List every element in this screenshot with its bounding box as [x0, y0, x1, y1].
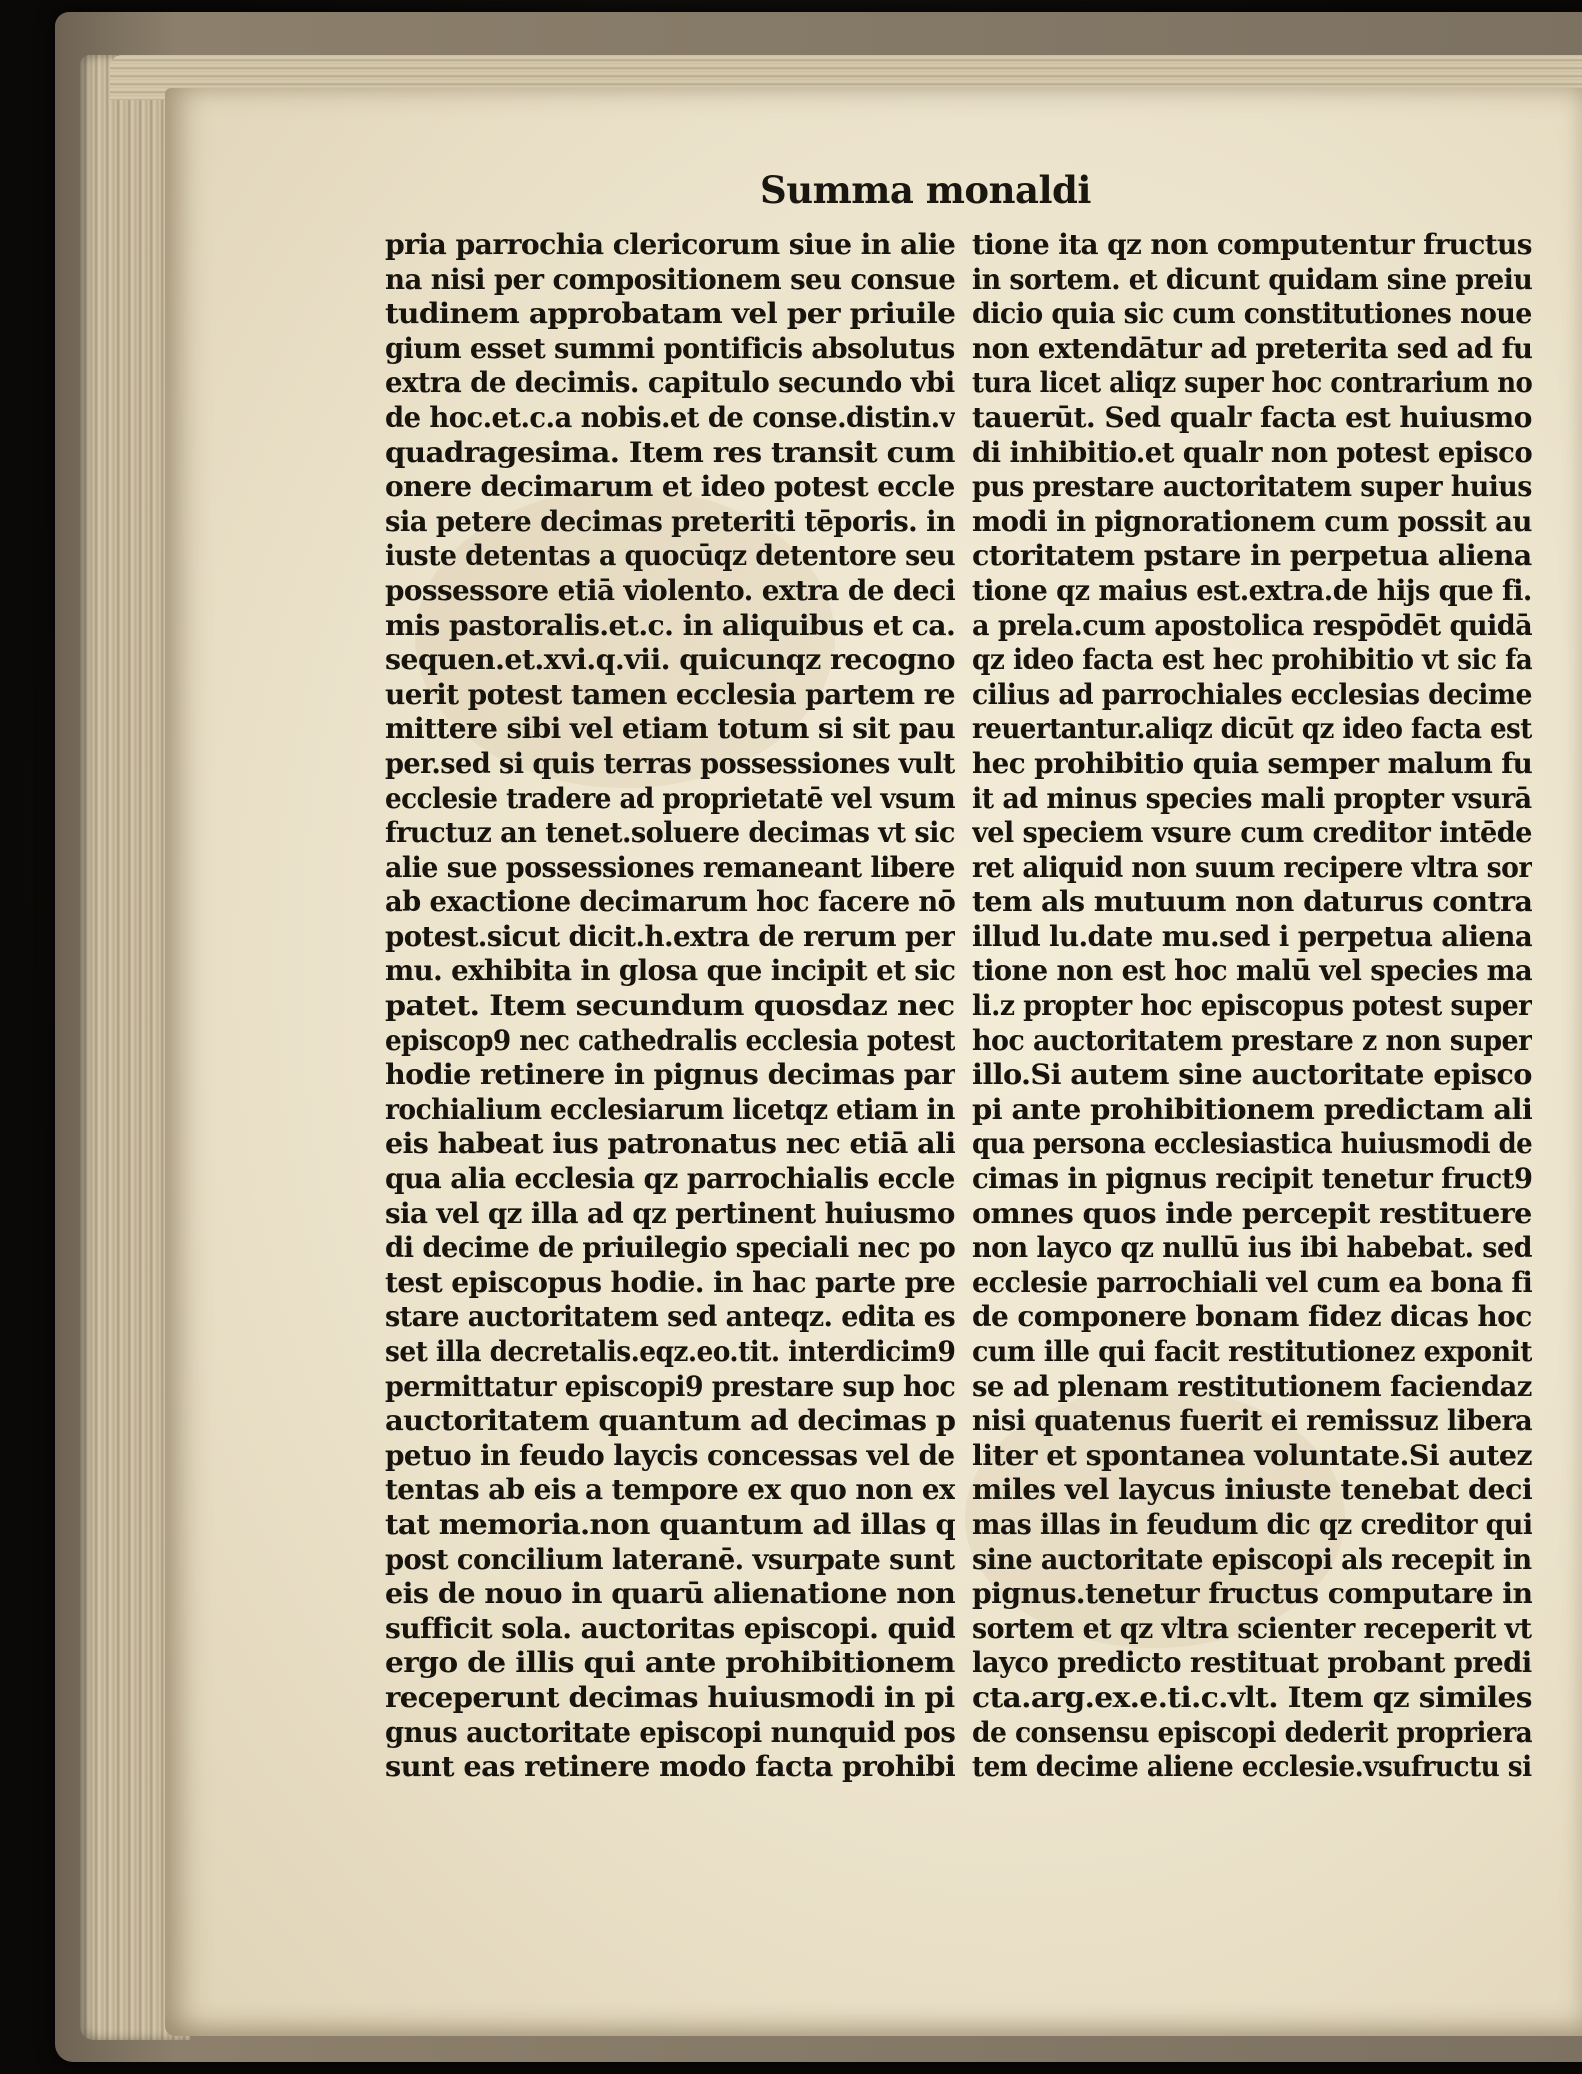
text-line: tudinem approbatam vel per priuile [385, 297, 955, 331]
text-line: mis pastoralis.et.c. in aliquibus et ca. [385, 608, 955, 642]
text-line: vel speciem vsure cum creditor intēde [972, 816, 1532, 850]
text-line: tauerūt. Sed qualr facta est huiusmo [972, 400, 1532, 434]
text-line: tura licet aliqz super hoc contrarium no [972, 366, 1532, 400]
text-line: liter et spontanea voluntate.Si autez [972, 1438, 1532, 1472]
text-line: na nisi per compositionem seu consue [385, 262, 955, 296]
text-line: nisi quatenus fuerit ei remissuz libera [972, 1404, 1532, 1438]
text-line: stare auctoritatem sed anteqz. edita es [385, 1300, 955, 1334]
text-line: tat memoria.non quantum ad illas q [385, 1507, 955, 1541]
text-line: mas illas in feudum dic qz creditor qui [972, 1507, 1532, 1541]
text-line: tione ita qz non computentur fructus [972, 228, 1532, 261]
text-line: sia vel qz illa ad qz pertinent huiusmo [385, 1196, 955, 1230]
text-line: tem decime aliene ecclesie.vsufructu si [972, 1750, 1532, 1784]
text-line: eis de nouo in quarū alienatione non [385, 1577, 955, 1611]
text-line: tione non est hoc malū vel species ma [972, 954, 1532, 988]
text-line: omnes quos inde percepit restituere [972, 1196, 1532, 1230]
text-line: cimas in pignus recipit tenetur fruct9 [972, 1162, 1532, 1196]
text-line: tione qz maius est.extra.de hijs que fi. [972, 573, 1532, 607]
text-line: set illa decretalis.eqz.eo.tit. interdicim9 [385, 1335, 955, 1368]
text-line: de hoc.et.c.a nobis.et de conse.distin.v [385, 400, 955, 434]
text-line: mu. exhibita in glosa que incipit et sic [385, 954, 955, 988]
text-line: tem als mutuum non daturus contra [972, 885, 1532, 919]
text-line: illud lu.date mu.sed i perpetua aliena [972, 919, 1532, 953]
text-line: ret aliquid non suum recipere vltra sor [972, 850, 1532, 884]
text-line: qua persona ecclesiastica huiusmodi de [972, 1127, 1532, 1161]
text-line: auctoritatem quantum ad decimas p [385, 1404, 955, 1438]
text-line: rochialium ecclesiarum licetqz etiam in [385, 1092, 955, 1126]
text-line: pus prestare auctoritatem super huius [972, 470, 1532, 504]
text-line: per.sed si quis terras possessiones vult [385, 746, 955, 780]
text-line: iuste detentas a quocūqz detentore seu [385, 539, 955, 573]
text-line: gium esset summi pontificis absolutus [385, 331, 955, 365]
text-line: tentas ab eis a tempore ex quo non ex [385, 1473, 955, 1507]
running-head: Summa monaldi [760, 168, 1091, 212]
text-line: ab exactione decimarum hoc facere nō [385, 885, 955, 919]
text-line: post concilium lateranē. vsurpate sunt [385, 1542, 955, 1576]
text-line: sia petere decimas preteriti tēporis. in [385, 504, 955, 538]
text-line: mittere sibi vel etiam totum si sit pau [385, 712, 955, 746]
text-line: de componere bonam fidez dicas hoc [972, 1300, 1532, 1334]
text-line: miles vel laycus iniuste tenebat deci [972, 1473, 1532, 1507]
text-line: ctoritatem pstare in perpetua aliena [972, 539, 1532, 573]
text-line: non extendātur ad preterita sed ad fu [972, 331, 1532, 365]
text-line: fructuz an tenet.soluere decimas vt sic [385, 816, 955, 850]
text-line: modi in pignorationem cum possit au [972, 504, 1532, 538]
text-line: possessore etiā violento. extra de deci [385, 573, 955, 607]
text-line: quadragesima. Item res transit cum [385, 435, 955, 469]
text-line: receperunt decimas huiusmodi in pi [385, 1680, 955, 1714]
text-line: alie sue possessiones remaneant libere [385, 850, 955, 884]
text-line: hec prohibitio quia semper malum fu [972, 746, 1532, 780]
text-line: ecclesie parrochiali vel cum ea bona fi [972, 1265, 1532, 1299]
text-line: pria parrochia clericorum siue in alie [385, 228, 955, 261]
text-line: pi ante prohibitionem predictam ali [972, 1092, 1532, 1126]
text-line: episcop9 nec cathedralis ecclesia potest [385, 1023, 955, 1057]
text-line: di decime de priuilegio speciali nec po [385, 1231, 955, 1265]
text-line: petuo in feudo laycis concessas vel de [385, 1438, 955, 1472]
text-line: sine auctoritate episcopi als recepit in [972, 1542, 1532, 1576]
text-line: patet. Item secundum quosdaz nec [385, 989, 955, 1023]
text-line: layco predicto restituat probant predi [972, 1646, 1532, 1680]
text-line: hodie retinere in pignus decimas par [385, 1058, 955, 1092]
text-line: in sortem. et dicunt quidam sine preiu [972, 262, 1532, 296]
text-line: onere decimarum et ideo potest eccle [385, 470, 955, 504]
text-line: de consensu episcopi dederit propriera [972, 1715, 1532, 1749]
text-line: sequen.et.xvi.q.vii. quicunqz recogno [385, 643, 955, 677]
text-line: dicio quia sic cum constitutiones noue [972, 297, 1532, 331]
text-line: sortem et qz vltra scienter receperit vt [972, 1611, 1532, 1645]
text-line: eis habeat ius patronatus nec etiā ali [385, 1127, 955, 1161]
text-line: cum ille qui facit restitutionez exponit [972, 1335, 1532, 1368]
text-line: non layco qz nullū ius ibi habebat. sed [972, 1231, 1532, 1265]
text-line: ecclesie tradere ad proprietatē vel vsum [385, 781, 955, 815]
text-line: di inhibitio.et qualr non potest episco [972, 435, 1532, 469]
text-line: sufficit sola. auctoritas episcopi. quid [385, 1611, 955, 1645]
text-line: li.z propter hoc episcopus potest super [972, 989, 1532, 1023]
text-line: reuertantur.aliqz dicūt qz ideo facta est [972, 712, 1532, 746]
text-line: it ad minus species mali propter vsurā [972, 781, 1532, 815]
text-line: illo.Si autem sine auctoritate episco [972, 1058, 1532, 1092]
text-line: se ad plenam restitutionem faciendaz [972, 1369, 1532, 1403]
text-line: potest.sicut dicit.h.extra de rerum per [385, 919, 955, 953]
text-line: permittatur episcopi9 prestare sup hoc [385, 1369, 955, 1403]
text-line: qua alia ecclesia qz parrochialis eccle [385, 1162, 955, 1196]
text-line: cilius ad parrochiales ecclesias decime [972, 677, 1532, 711]
text-line: ergo de illis qui ante prohibitionem [385, 1646, 955, 1680]
text-line: test episcopus hodie. in hac parte pre [385, 1265, 955, 1299]
text-line: sunt eas retinere modo facta prohibi [385, 1750, 955, 1784]
text-line: a prela.cum apostolica respōdēt quidā [972, 608, 1532, 642]
text-line: gnus auctoritate episcopi nunquid pos [385, 1715, 955, 1749]
text-line: uerit potest tamen ecclesia partem re [385, 677, 955, 711]
text-column-left [385, 228, 955, 1785]
text-line: hoc auctoritatem prestare z non super [972, 1023, 1532, 1057]
text-line: qz ideo facta est hec prohibitio vt sic fa [972, 643, 1532, 677]
text-line: pignus.tenetur fructus computare in [972, 1577, 1532, 1611]
text-column-right [972, 228, 1532, 1785]
text-line: cta.arg.ex.e.ti.c.vlt. Item qz similes [972, 1680, 1532, 1714]
text-line: extra de decimis. capitulo secundo vbi [385, 366, 955, 400]
